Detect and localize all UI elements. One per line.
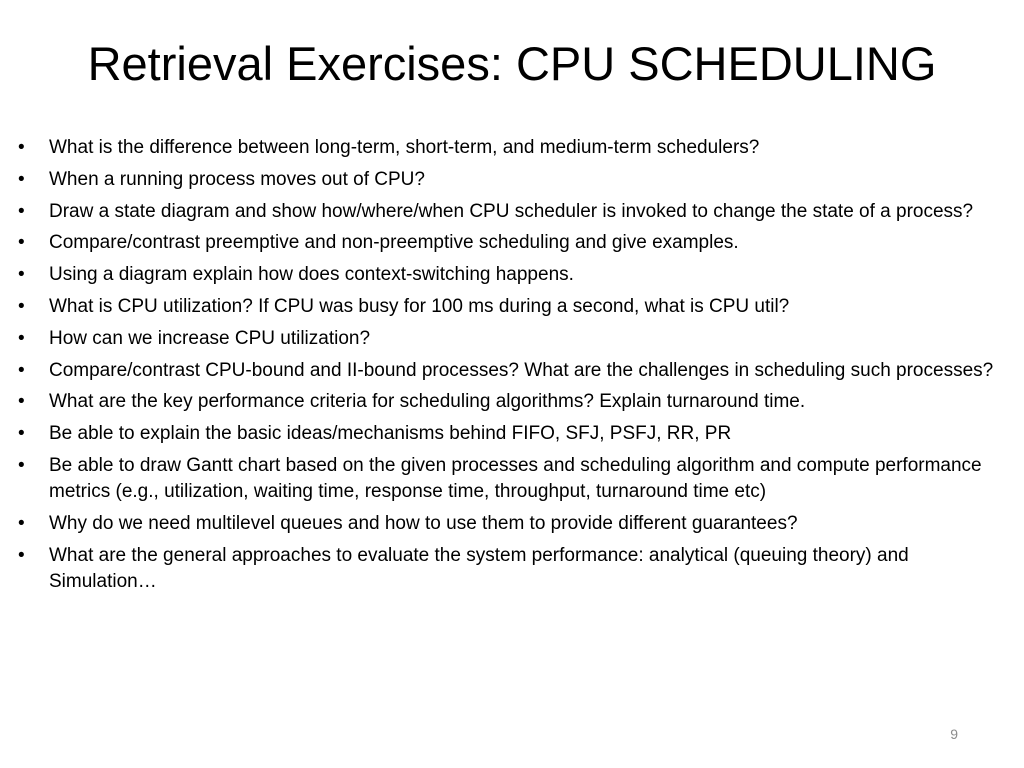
bullet-dot: • [18,513,25,535]
bullet-text: How can we increase CPU utilization? [49,327,371,349]
bullet-item [0,326,1024,352]
bullet-dot: • [18,454,25,476]
bullet-text: What is CPU utilization? If CPU was busy for 100 ms during a second, what is CPU util? [49,295,790,317]
bullet-text: Draw a state diagram and show how/where/when CPU scheduler is invoked to change the state of a process? [49,200,974,222]
bullet-item [0,421,1024,447]
bullet-item [0,358,1024,384]
bullet-text: Be able to draw Gantt chart based on the given processes and scheduling algorithm and compute performance metrics (e.g., utilization, waiting time, response time, throughput, turnaround time etc) [49,454,982,503]
bullet-text: What is the difference between long-term, short-term, and medium-term schedulers? [49,137,760,158]
bullet-dot: • [18,423,25,445]
bullet-dot: • [18,359,25,381]
bullet-dot: • [18,232,25,254]
bullet-item [0,262,1024,288]
bullet-dot: • [18,168,25,190]
bullet-item [0,389,1024,415]
bullet-text: Compare/contrast CPU-bound and II-bound processes? What are the challenges in scheduling such processes? [49,359,994,381]
bullet-dot: • [18,391,25,413]
bullet-list [0,135,1024,601]
bullet-item [0,294,1024,320]
bullet-dot: • [18,327,25,349]
bullet-text: Why do we need multilevel queues and how to use them to provide different guarantees? [49,513,798,535]
bullet-item [0,167,1024,193]
bullet-text: What are the key performance criteria for scheduling algorithms? Explain turnaround time. [49,391,806,413]
page-number: 9 [950,726,958,742]
bullet-item [0,135,1024,161]
bullet-item [0,230,1024,256]
bullet-dot: • [18,544,25,566]
bullet-item [0,453,1024,506]
bullet-dot: • [18,137,25,158]
bullet-dot: • [18,264,25,286]
bullet-text: When a running process moves out of CPU? [49,168,425,190]
bullet-item [0,543,1024,596]
bullet-text: Be able to explain the basic ideas/mechanisms behind FIFO, SFJ, PSFJ, RR, PR [49,423,732,445]
slide-title: Retrieval Exercises: CPU SCHEDULING [87,37,937,90]
bullet-text: What are the general approaches to evaluate the system performance: analytical (queuing theory) and Simulation… [49,544,909,593]
bullet-dot: • [18,295,25,317]
bullet-text: Compare/contrast preemptive and non-preemptive scheduling and give examples. [49,232,739,254]
bullet-item [0,511,1024,537]
bullet-item [0,199,1024,225]
bullet-dot: • [18,200,25,222]
bullet-text: Using a diagram explain how does context-switching happens. [49,264,574,286]
